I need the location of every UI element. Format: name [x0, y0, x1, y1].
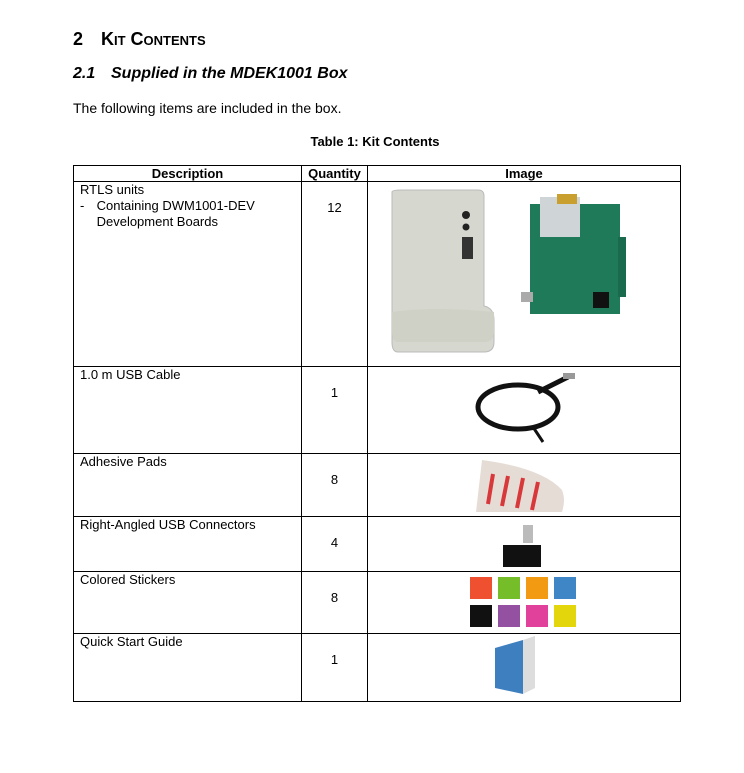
sticker-swatch	[470, 577, 492, 599]
sticker-swatch	[470, 605, 492, 627]
sticker-swatch	[554, 577, 576, 599]
table-row: Adhesive Pads 8	[74, 454, 681, 517]
sticker-swatch	[554, 605, 576, 627]
sticker-swatch	[498, 605, 520, 627]
adhesive-pads-image	[368, 454, 686, 516]
table-header-row	[74, 166, 681, 182]
header-quantity: Quantity	[302, 166, 368, 182]
rtls-unit-image	[368, 182, 686, 366]
intro-paragraph: The following items are included in the box.	[73, 100, 342, 116]
sub-item: Containing DWM1001-DEV Development Boards	[96, 198, 255, 229]
kit-contents-table	[73, 165, 681, 702]
sticker-swatch	[526, 577, 548, 599]
subsection-heading: 2.1 Supplied in the MDEK1001 Box	[73, 65, 348, 82]
table-caption: Table 1: Kit Contents	[310, 134, 440, 149]
usb-cable-image	[368, 367, 686, 453]
table-row: Colored Stickers 8	[74, 572, 681, 634]
sticker-swatch	[526, 605, 548, 627]
stickers-image	[470, 577, 576, 627]
table-row: 1.0 m USB Cable 1	[74, 367, 681, 454]
table-row: RTLS units - Containing DWM1001-DEV Development Boards 12	[74, 182, 681, 367]
header-image: Image	[368, 166, 681, 182]
quick-start-guide-image	[368, 634, 686, 701]
table-row: Right-Angled USB Connectors 4	[74, 517, 681, 572]
table-row: Quick Start Guide 1	[74, 634, 681, 702]
header-description: Description	[74, 166, 302, 182]
sticker-swatch	[498, 577, 520, 599]
section-heading: 2 Kit Contents	[73, 29, 206, 49]
usb-connector-image	[368, 517, 686, 571]
